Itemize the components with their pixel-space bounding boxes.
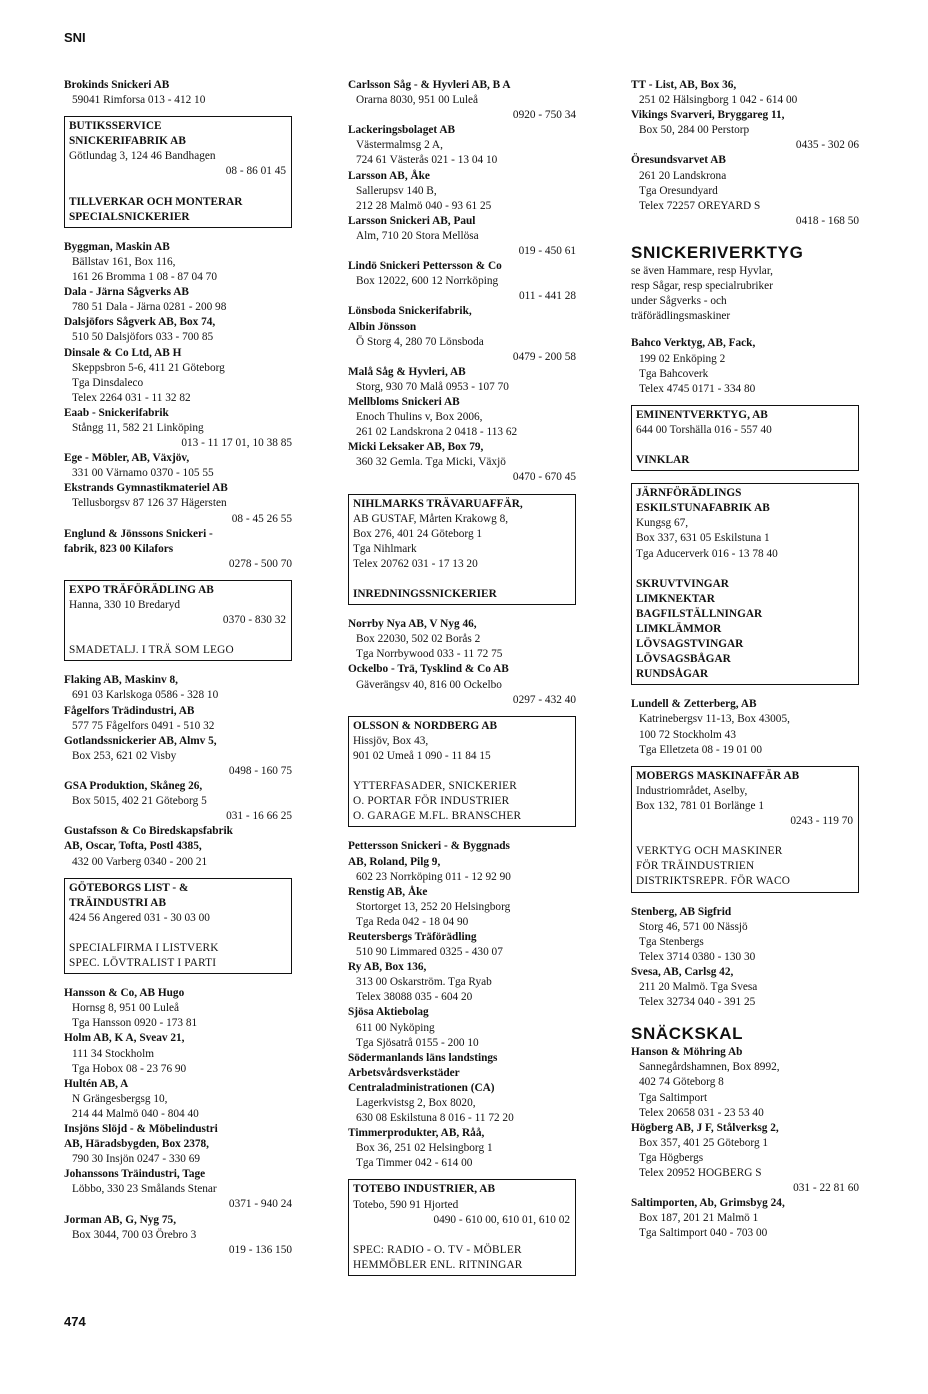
listing-line: 901 02 Umeå 1 090 - 11 84 15	[353, 749, 491, 762]
listing-line: 313 00 Oskarström. Tga Ryab	[356, 976, 492, 989]
listing-line: Box 337, 631 05 Eskilstuna 1	[636, 532, 770, 545]
listing-name: Dinsale & Co Ltd, AB H	[64, 346, 182, 359]
boxed-advertisement	[631, 766, 859, 893]
listing-line: Telex 38088 035 - 604 20	[356, 991, 473, 1004]
listing-name: ESKILSTUNAFABRIK AB	[636, 502, 770, 515]
listing-line: 0490 - 610 00, 610 01, 610 02	[433, 1213, 570, 1226]
listing-group	[631, 1045, 859, 1241]
listing-name: Mellbloms Snickeri AB	[348, 395, 460, 408]
listing-name: TT - List, AB, Box 36,	[631, 79, 737, 91]
listing-name: Dalsjöfors Sågverk AB, Box 74,	[64, 316, 216, 329]
listing-name: TRÄINDUSTRI AB	[69, 896, 166, 909]
listing-line: Enoch Thulins v, Box 2006,	[356, 411, 483, 424]
note-line: resp Sågar, resp specialrubriker	[631, 280, 773, 293]
listing-line: 724 61 Västerås 021 - 13 04 10	[356, 154, 498, 167]
listing-line: Box 357, 401 25 Göteborg 1	[639, 1136, 769, 1149]
listing-name: Bahco Verktyg, AB, Fack,	[631, 337, 756, 350]
listing-line: AB GUSTAF, Mårten Krakowg 8,	[353, 512, 509, 525]
listing-line: SMADETALJ. I TRÄ SOM LEGO	[69, 644, 234, 657]
listing-name: Timmerprodukter, AB, Råå,	[348, 1127, 485, 1140]
listing-line: Orarna 8030, 951 00 Luleå	[356, 94, 479, 107]
listing-name: INREDNINGSSNICKERIER	[353, 588, 497, 601]
listing-line: 0920 - 750 34	[512, 109, 576, 122]
listing-line: Tga Högbergs	[639, 1151, 704, 1164]
listing-line: Sallerupsv 140 B,	[356, 184, 437, 197]
listing-name: AB, Häradsbygden, Box 2378,	[64, 1138, 210, 1151]
listing-line: FÖR TRÄINDUSTRIEN	[636, 860, 755, 873]
listing-line: 577 75 Fågelfors 0491 - 510 32	[72, 719, 215, 732]
listing-name: Dala - Järna Sågverks AB	[64, 286, 189, 299]
listing-line: Totebo, 590 91 Hjorted	[353, 1198, 459, 1211]
listing-line: 251 02 Hälsingborg 1 042 - 614 00	[639, 94, 798, 107]
listing-name: Ege - Möbler, AB, Växjöv,	[64, 452, 190, 465]
listing-name: Englund & Jönssons Snickeri -	[64, 527, 213, 540]
listing-line: Industriområdet, Aselby,	[636, 784, 748, 797]
listing-name: LÖVSAGSTVINGAR	[636, 638, 744, 651]
note-line: se även Hammare, resp Hyvlar,	[631, 265, 773, 278]
listing-name: Malå Såg & Hyvleri, AB	[348, 365, 466, 378]
listing-line: Telex 20762 031 - 17 13 20	[353, 557, 478, 570]
listing-line: Hanna, 330 10 Bredaryd	[69, 599, 181, 611]
listing-name: Eaab - Snickerifabrik	[64, 406, 169, 419]
boxed-advertisement	[348, 494, 576, 606]
listing-name: Flaking AB, Maskinv 8,	[64, 674, 178, 687]
note-line: under Sågverks - och	[631, 295, 727, 308]
listing-line: Box 5015, 402 21 Göteborg 5	[72, 795, 207, 808]
listing-line: Tga Sjösatrå 0155 - 200 10	[356, 1036, 479, 1049]
listing-name: TILLVERKAR OCH MONTERAR	[69, 195, 243, 208]
listing-name: EXPO TRÄFÖRÄDLING AB	[69, 583, 214, 596]
section-note	[631, 264, 859, 324]
listing-name: EMINENTVERKTYG, AB	[636, 408, 768, 421]
listing-line: 602 23 Norrköping 011 - 12 92 90	[356, 870, 511, 883]
spacer	[353, 572, 570, 587]
listing-name: Södermanlands läns landstings	[348, 1051, 498, 1064]
listing-line: Telex 20952 HOGBERG S	[639, 1167, 762, 1179]
listing-name: Ockelbo - Trä, Tysklind & Co AB	[348, 663, 509, 676]
listing-group	[631, 336, 859, 396]
listing-name: Norrby Nya AB, V Nyg 46,	[348, 618, 477, 631]
listing-line: Box 3044, 700 03 Örebro 3	[72, 1228, 197, 1241]
listing-name: BUTIKSSERVICE	[69, 120, 162, 133]
listing-line: 013 - 11 17 01, 10 38 85	[181, 437, 292, 450]
listing-name: Byggman, Maskin AB	[64, 240, 170, 253]
listing-name: AB, Roland, Pilg 9,	[348, 855, 441, 868]
listing-line: Tga Reda 042 - 18 04 90	[356, 915, 469, 928]
section-heading: SNÄCKSKAL	[631, 1024, 744, 1044]
listing-line: Storg 46, 571 00 Nässjö	[639, 920, 748, 933]
listing-name: Högberg AB, J F, Stålverksg 2,	[631, 1121, 779, 1134]
spacer	[636, 438, 853, 453]
listing-line: 644 00 Torshälla 016 - 557 40	[636, 423, 772, 436]
listing-group	[631, 905, 859, 1011]
listing-name: Lönsboda Snickerifabrik,	[348, 305, 472, 318]
listing-name: SPECIALSNICKERIER	[69, 210, 190, 223]
listing-line: Tga Hansson 0920 - 173 81	[72, 1017, 198, 1030]
listing-name: Hultén AB, A	[64, 1077, 129, 1090]
listing-name: NIHLMARKS TRÄVARUAFFÄR,	[353, 497, 523, 510]
listing-line: Telex 2264 031 - 11 32 82	[72, 391, 191, 404]
listing-line: 08 - 86 01 45	[225, 165, 286, 178]
listing-name: Insjöns Slöjd - & Möbelindustri	[64, 1123, 218, 1135]
listing-name: Jorman AB, G, Nyg 75,	[64, 1213, 177, 1226]
listing-group	[631, 78, 859, 229]
listing-line: 0498 - 160 75	[228, 764, 292, 777]
listing-group	[64, 986, 292, 1258]
listing-line: 790 30 Insjön 0247 - 330 69	[72, 1153, 201, 1166]
listing-line: 331 00 Värnamo 0370 - 105 55	[72, 467, 214, 480]
spacer	[353, 764, 570, 779]
listing-line: Stortorget 13, 252 20 Helsingborg	[356, 900, 511, 913]
listing-line: 199 02 Enköping 2	[639, 352, 726, 365]
listing-line: Lagerkvistsg 2, Box 8020,	[356, 1097, 476, 1109]
listing-line: 031 - 16 66 25	[226, 810, 292, 823]
listing-name: Arbetsvårdsverkstäder	[348, 1066, 460, 1079]
listing-line: Telex 72257 OREYARD S	[639, 199, 761, 212]
listing-line: 212 28 Malmö 040 - 93 61 25	[356, 199, 492, 212]
listing-line: Ö Storg 4, 280 70 Lönsboda	[356, 335, 484, 348]
listing-line: DISTRIKTSREPR. FÖR WACO	[636, 875, 791, 888]
listing-line: HEMMÖBLER ENL. RITNINGAR	[353, 1258, 523, 1271]
listing-line: Storg, 930 70 Malå 0953 - 107 70	[356, 380, 509, 393]
listing-line: 214 44 Malmö 040 - 804 40	[72, 1107, 199, 1120]
listing-name: Johanssons Träindustri, Tage	[64, 1168, 206, 1181]
listing-line: 611 00 Nyköping	[356, 1021, 435, 1034]
listing-name: Brokinds Snickeri AB	[64, 79, 170, 91]
listing-line: Tga Dinsdaleco	[72, 376, 144, 389]
listing-line: Tga Nihlmark	[353, 542, 417, 555]
listing-name: Hanson & Möhring Ab	[631, 1046, 743, 1059]
listing-name: MOBERGS MASKINAFFÄR AB	[636, 769, 800, 782]
listing-name: LIMKLÄMMOR	[636, 623, 722, 635]
listing-line: Box 22030, 502 02 Borås 2	[356, 633, 481, 646]
listing-line: 59041 Rimforsa 013 - 412 10	[72, 94, 206, 107]
listing-name: GÖTEBORGS LIST - &	[69, 881, 189, 894]
boxed-advertisement	[64, 580, 292, 661]
listing-line: 0479 - 200 58	[512, 350, 576, 363]
listing-name: RUNDSÅGAR	[636, 668, 709, 681]
listing-line: 011 - 441 28	[518, 290, 576, 303]
listing-line: Telex 4745 0171 - 334 80	[639, 382, 756, 395]
boxed-advertisement	[631, 483, 859, 685]
listing-line: 019 - 450 61	[518, 245, 576, 258]
column-1	[64, 78, 292, 1258]
listing-name: Lindö Snickeri Pettersson & Co	[348, 260, 502, 273]
page-number: 474	[64, 1314, 86, 1329]
listing-line: Tga Elletzeta 08 - 19 01 00	[639, 743, 762, 756]
column-2	[348, 78, 576, 1288]
listing-name: Larsson AB, Åke	[348, 169, 430, 182]
spacer	[69, 926, 286, 941]
spacer	[69, 180, 286, 195]
listing-line: 630 08 Eskilstuna 8 016 - 11 72 20	[356, 1112, 514, 1125]
listing-name: Albin Jönsson	[348, 320, 417, 333]
listing-name: Lundell & Zetterberg, AB	[631, 698, 757, 711]
listing-group	[348, 839, 576, 1171]
listing-group	[64, 240, 292, 572]
listing-line: Västermalmsg 2 A,	[356, 139, 443, 152]
listing-line: O. PORTAR FÖR INDUSTRIER	[353, 795, 510, 808]
listing-line: Tga Saltimport 040 - 703 00	[639, 1227, 768, 1240]
listing-line: Telex 3714 0380 - 130 30	[639, 950, 756, 963]
listing-line: Bällstav 161, Box 116,	[72, 255, 176, 268]
listing-line: Box 50, 284 00 Perstorp	[639, 124, 750, 137]
listing-line: Gäverängsv 40, 816 00 Ockelbo	[356, 678, 502, 691]
listing-line: Hornsg 8, 951 00 Luleå	[72, 1002, 179, 1015]
listing-line: 08 - 45 26 55	[231, 512, 292, 525]
listing-line: Stångg 11, 582 21 Linköping	[72, 421, 204, 434]
listing-line: 111 34 Stockholm	[72, 1047, 155, 1060]
listing-name: LIMKNEKTAR	[636, 592, 715, 605]
listing-line: 211 20 Malmö. Tga Svesa	[639, 980, 758, 993]
listing-line: Götlundag 3, 124 46 Bandhagen	[69, 150, 216, 163]
listing-line: Katrinebergsv 11-13, Box 43005,	[639, 713, 790, 726]
spacer	[69, 628, 286, 643]
listing-line: 261 20 Landskrona	[639, 169, 727, 182]
section-heading: SNICKERIVERKTYG	[631, 242, 804, 262]
listing-line: O. GARAGE M.FL. BRANSCHER	[353, 810, 522, 823]
listing-name: Reutersbergs Träförädling	[348, 930, 477, 943]
listing-line: Tellusborgsv 87 126 37 Hägersten	[72, 497, 227, 510]
listing-name: fabrik, 823 00 Kilafors	[64, 542, 174, 555]
listing-name: Hansson & Co, AB Hugo	[64, 987, 185, 1000]
listing-name: Svesa, AB, Carlsg 42,	[631, 965, 734, 978]
listing-name: GSA Produktion, Skåneg 26,	[64, 780, 203, 793]
listing-group	[64, 673, 292, 869]
listing-line: 0470 - 670 45	[512, 471, 576, 484]
listing-name: BAGFILSTÄLLNINGAR	[636, 607, 763, 620]
listing-name: Ekstrands Gymnastikmateriel AB	[64, 482, 228, 495]
listing-line: 0297 - 432 40	[512, 693, 576, 706]
listing-line: Box 36, 251 02 Helsingborg 1	[356, 1142, 493, 1155]
listing-name: Centraladministrationen (CA)	[348, 1081, 495, 1094]
listing-line: 402 74 Göteborg 8	[639, 1076, 724, 1089]
listing-group	[348, 78, 576, 486]
listing-line: 0435 - 302 06	[795, 139, 859, 152]
boxed-advertisement	[64, 878, 292, 975]
listing-name: Holm AB, K A, Sveav 21,	[64, 1032, 185, 1045]
listing-name: Ry AB, Box 136,	[348, 961, 427, 974]
listing-group	[64, 78, 292, 108]
listing-name: Micki Leksaker AB, Box 79,	[348, 441, 484, 454]
boxed-advertisement	[348, 1179, 576, 1276]
listing-line: 510 50 Dalsjöfors 033 - 700 85	[72, 331, 214, 344]
column-3	[631, 78, 859, 1241]
listing-name: SNICKERIFABRIK AB	[69, 135, 186, 148]
listing-name: LÖVSAGSBÅGAR	[636, 653, 731, 666]
listing-name: Larsson Snickeri AB, Paul	[348, 214, 476, 227]
listing-line: SPECIALFIRMA I LISTVERK	[69, 941, 219, 954]
spacer	[636, 829, 853, 844]
listing-name: Sjösa Aktiebolag	[348, 1006, 429, 1019]
listing-line: Alm, 710 20 Stora Mellösa	[356, 229, 479, 242]
note-line: träförädlingsmaskiner	[631, 310, 731, 323]
listing-line: 0278 - 500 70	[228, 557, 292, 570]
listing-line: VERKTYG OCH MASKINER	[636, 845, 783, 858]
listing-name: AB, Oscar, Tofta, Postl 4385,	[64, 840, 202, 853]
listing-line: 0371 - 940 24	[228, 1198, 292, 1211]
listing-name: Vikings Svarveri, Bryggareg 11,	[631, 109, 785, 122]
listing-line: Tga Stenbergs	[639, 935, 704, 948]
listing-line: Telex 20658 031 - 23 53 40	[639, 1106, 764, 1119]
listing-line: Tga Norrbywood 033 - 11 72 75	[356, 648, 503, 661]
listing-line: Box 132, 781 01 Borlänge 1	[636, 799, 765, 812]
listing-line: 510 90 Limmared 0325 - 430 07	[356, 946, 503, 959]
listing-line: Tga Saltimport	[639, 1091, 708, 1104]
listing-name: Pettersson Snickeri - & Byggnads	[348, 840, 510, 853]
listing-line: 691 03 Karlskoga 0586 - 328 10	[72, 689, 219, 702]
listing-name: Gotlandssnickerier AB, Almv 5,	[64, 734, 217, 747]
listing-name: VINKLAR	[636, 454, 690, 467]
listing-name: Carlsson Såg - & Hyvleri AB, B A	[348, 79, 511, 91]
listing-line: 161 26 Bromma 1 08 - 87 04 70	[72, 271, 217, 284]
listing-name: Lackeringsbolaget AB	[348, 124, 456, 137]
listing-name: Saltimporten, Ab, Grimsbyg 24,	[631, 1197, 785, 1210]
listing-name: JÄRNFÖRÄDLINGS	[636, 487, 742, 500]
listing-name: TOTEBO INDUSTRIER, AB	[353, 1183, 495, 1196]
listing-line: 031 - 22 81 60	[793, 1182, 859, 1195]
listing-line: Skeppsbron 5-6, 411 21 Göteborg	[72, 361, 225, 374]
listing-line: 360 32 Gemla. Tga Micki, Växjö	[356, 456, 506, 469]
listing-line: 019 - 136 150	[228, 1243, 292, 1256]
listing-name: Öresundsvarvet AB	[631, 154, 726, 167]
listing-line: Tga Bahcoverk	[639, 367, 709, 380]
listing-line: Tga Aducerverk 016 - 13 78 40	[636, 547, 778, 560]
listing-line: N Grängesbergsg 10,	[72, 1092, 168, 1105]
listing-name: Fågelfors Trädindustri, AB	[64, 704, 195, 717]
listing-line: Box 253, 621 02 Visby	[72, 749, 177, 762]
listing-line: Box 276, 401 24 Göteborg 1	[353, 527, 483, 540]
listing-line: SPEC: RADIO - O. TV - MÖBLER	[353, 1243, 522, 1256]
listing-name: OLSSON & NORDBERG AB	[353, 719, 498, 732]
listing-name: Renstig AB, Åke	[348, 885, 428, 898]
listing-group	[348, 617, 576, 708]
listing-line: Box 12022, 600 12 Norrköping	[356, 275, 499, 288]
listing-line: 424 56 Angered 031 - 30 03 00	[69, 911, 210, 924]
listing-group	[631, 697, 859, 757]
listing-line: 261 02 Landskrona 2 0418 - 113 62	[356, 426, 518, 439]
listing-name: Stenberg, AB Sigfrid	[631, 905, 732, 918]
listing-line: Kungsg 67,	[636, 517, 689, 530]
listing-line: YTTERFASADER, SNICKERIER	[353, 780, 518, 793]
listing-line: Tga Timmer 042 - 614 00	[356, 1157, 473, 1170]
boxed-advertisement	[348, 716, 576, 828]
listing-line: Box 187, 201 21 Malmö 1	[639, 1212, 759, 1225]
listing-line: Hissjöv, Box 43,	[353, 734, 429, 747]
listing-line: 432 00 Varberg 0340 - 200 21	[72, 855, 208, 868]
spacer	[636, 562, 853, 577]
listing-line: Löbbo, 330 23 Smålands Stenar	[72, 1183, 217, 1196]
listing-line: 780 51 Dala - Järna 0281 - 200 98	[72, 301, 227, 314]
listing-line: Tga Oresundyard	[639, 184, 718, 197]
listing-line: SPEC. LÖVTRALIST I PARTI	[69, 957, 217, 970]
listing-line: 0243 - 119 70	[790, 815, 853, 828]
page-header: SNI	[64, 30, 86, 45]
listing-line: 0418 - 168 50	[795, 214, 859, 227]
boxed-advertisement	[631, 405, 859, 471]
listing-name: SKRUVTVINGAR	[636, 577, 729, 590]
listing-line: Sannegårdshamnen, Box 8992,	[639, 1061, 780, 1074]
spacer	[353, 1228, 570, 1243]
listing-line: Tga Hobox 08 - 23 76 90	[72, 1062, 187, 1075]
listing-line: Telex 32734 040 - 391 25	[639, 996, 756, 1009]
listing-name: Gustafsson & Co Biredskapsfabrik	[64, 825, 233, 838]
boxed-advertisement	[64, 116, 292, 228]
listing-line: 100 72 Stockholm 43	[639, 728, 736, 741]
listing-line: 0370 - 830 32	[222, 614, 286, 627]
